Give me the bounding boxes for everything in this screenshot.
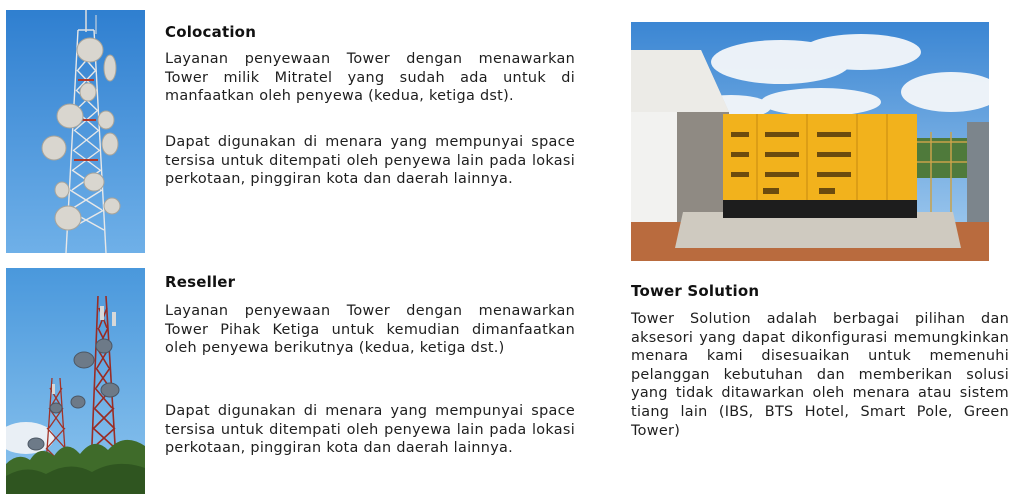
- colocation-title: Colocation: [165, 23, 257, 41]
- tower-solution-paragraph: Tower Solution adalah berbagai pilihan dan aksesori yang dapat dikonfigurasi memungkinkan menara kami disesuaikan untuk memenuhi pelanggan kebutuhan dan memberikan solusi yang tidak ditawarkan oleh menara atau sistem tiang lain (IBS, BTS Hotel, Smart Pole, Green Tower): [631, 311, 1009, 439]
- reseller-title: Reseller: [165, 273, 236, 291]
- reseller-towers-image: [6, 268, 145, 494]
- colocation-paragraph-1: Layanan penyewaan Tower dengan menawarkan Tower milik Mitratel yang sudah ada untuk di manfaatkan oleh penyewa (kedua, ketiga dst).: [165, 51, 575, 105]
- colocation-paragraph-2: Dapat digunakan di menara yang mempunyai space tersisa untuk ditempati oleh penyewa lain pada lokasi perkotaan, pinggiran kota dan daerah lainnya.: [165, 134, 575, 188]
- reseller-paragraph-1: Layanan penyewaan Tower dengan menawarkan Tower Pihak Ketiga untuk kemudian dimanfaatkan oleh penyewa berikutnya (kedua, ketiga dst.): [165, 303, 575, 357]
- tower-solution-generator-image: [631, 22, 989, 261]
- reseller-paragraph-2: Dapat digunakan di menara yang mempunyai space tersisa untuk ditempati oleh penyewa lain pada lokasi perkotaan, pinggiran kota dan daerah lainnya.: [165, 403, 575, 457]
- tower-solution-title: Tower Solution: [631, 282, 760, 300]
- colocation-tower-image: [6, 10, 145, 253]
